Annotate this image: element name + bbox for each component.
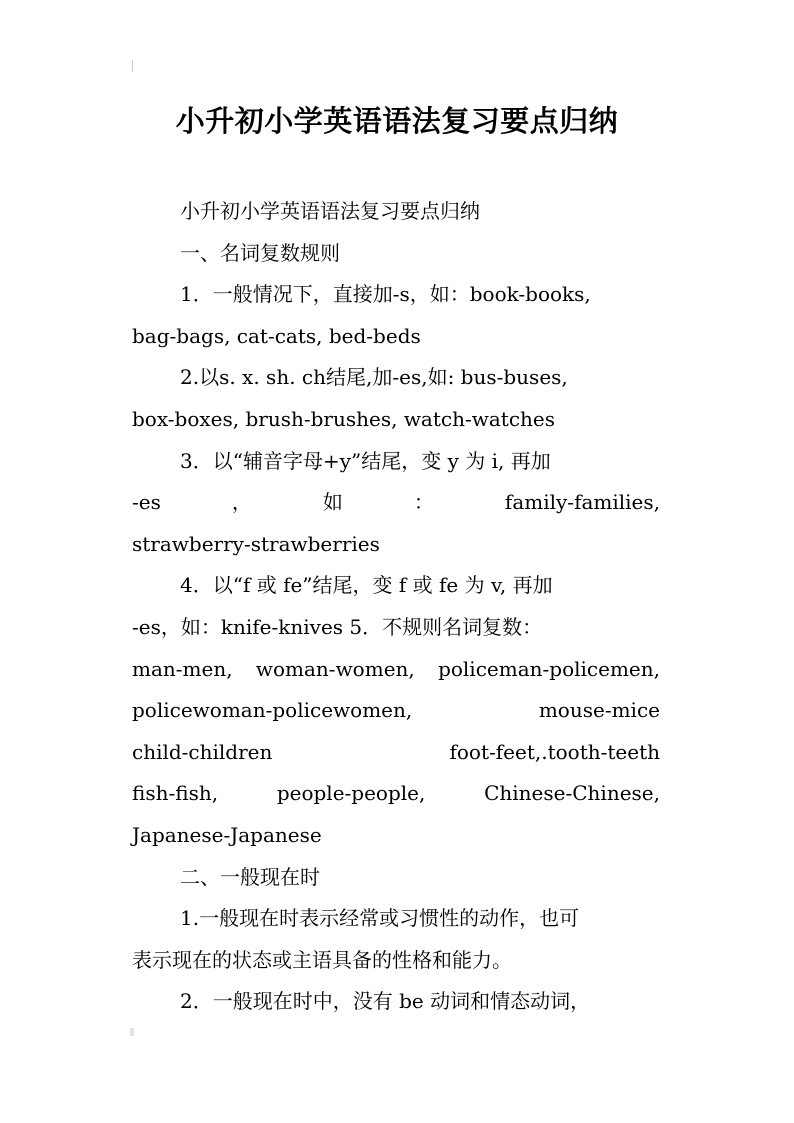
line-segment: people-people, (276, 781, 426, 806)
section-heading: 二、一般现在时 (180, 864, 320, 889)
line-segment: child-children (132, 739, 273, 764)
body-line (132, 773, 660, 815)
body-line: 表示现在的状态或主语具备的性格和能力。 (132, 947, 512, 972)
section-heading: 一、名词复数规则 (180, 240, 340, 265)
body-line (132, 649, 660, 691)
document-body (132, 191, 660, 1023)
line-segment: ： (413, 490, 434, 515)
body-line: 小升初小学英语语法复习要点归纳 (180, 199, 480, 223)
body-line: box-boxes, brush-brushes, watch-watches (132, 406, 555, 431)
body-line: -es，如：knife-knives 5．不规则名词复数： (132, 614, 543, 639)
line-segment: policeman-policemen, (438, 656, 660, 681)
body-line: 1.一般现在时表示经常或习惯性的动作，也可 (180, 906, 580, 931)
line-segment: Chinese-Chinese, (484, 781, 660, 806)
line-segment: family-families, (504, 490, 660, 515)
body-line: 4．以“f 或 fe”结尾，变 f 或 fe 为 v, 再加 (180, 573, 553, 598)
line-segment: 如 (322, 490, 343, 515)
body-line (132, 690, 660, 732)
body-line: 2.以s. x. sh. ch结尾,加-es,如: bus-buses, (180, 365, 568, 390)
body-line: strawberry-strawberries (132, 531, 380, 556)
line-segment: woman-women, (255, 656, 415, 681)
line-segment: man-men, (132, 656, 233, 681)
body-line: 3．以“辅音字母+y”结尾，变 y 为 i, 再加 (180, 448, 551, 473)
line-segment: fish-fish, (132, 781, 219, 806)
body-line (132, 482, 660, 524)
body-line: 2．一般现在时中，没有 be 动词和情态动词， (180, 989, 591, 1014)
line-segment: foot-feet,.tooth-teeth (449, 739, 660, 764)
line-segment: mouse-mice (538, 698, 660, 723)
line-segment: policewoman-policewomen, (132, 698, 413, 723)
document-title: 小升初小学英语语法复习要点归纳 (175, 104, 619, 138)
corner-mark-top (132, 60, 133, 72)
body-line: bag-bags, cat-cats, bed-beds (132, 323, 421, 348)
body-line: 1．一般情况下，直接加-s，如：book-books, (180, 282, 591, 307)
body-line: Japanese-Japanese (132, 822, 322, 847)
corner-mark-bottom (130, 1028, 134, 1036)
line-segment: -es (132, 490, 161, 515)
body-line (132, 732, 660, 774)
line-segment: ， (231, 490, 252, 515)
